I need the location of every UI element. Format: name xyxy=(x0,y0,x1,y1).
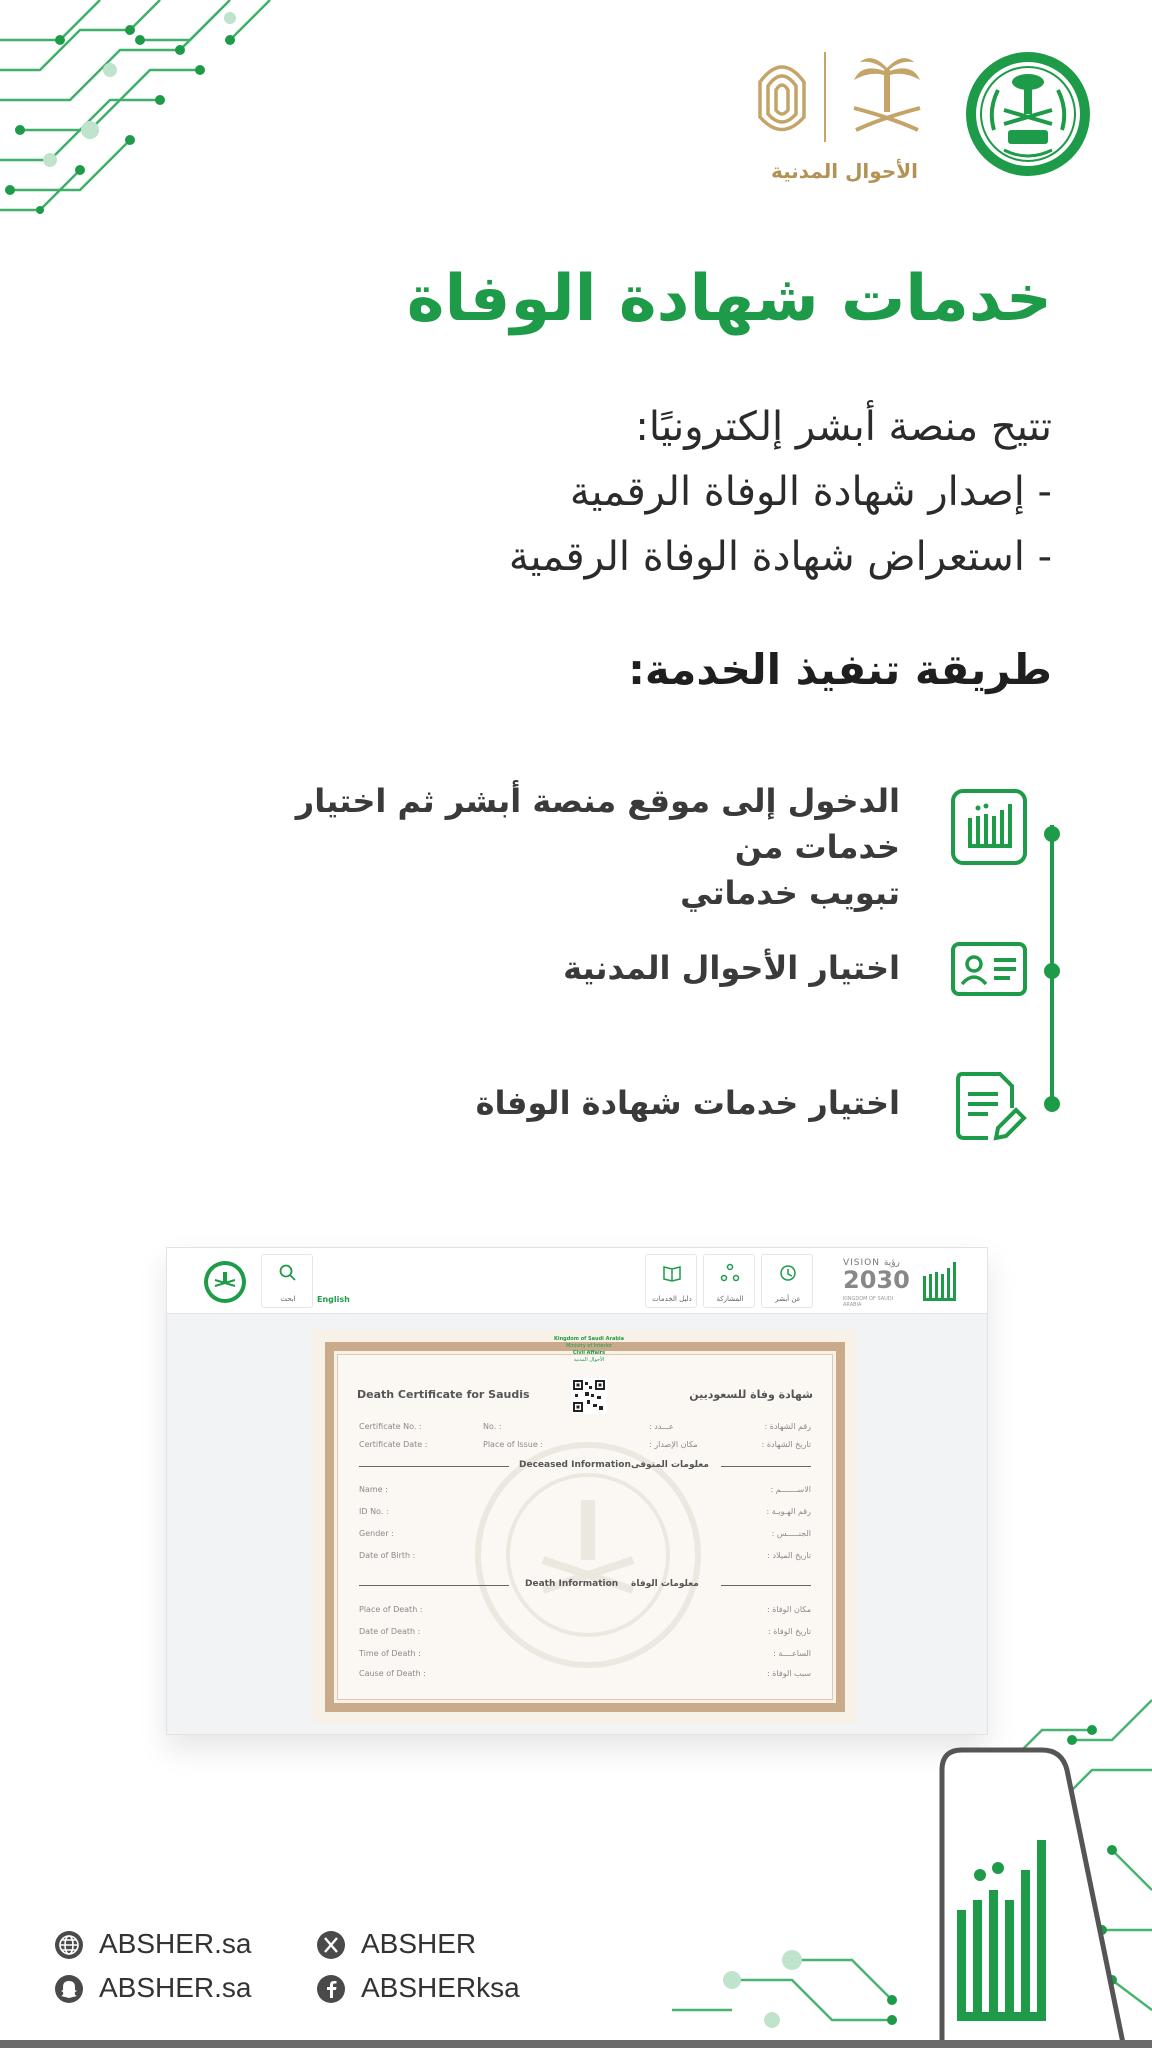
qr-code xyxy=(571,1378,607,1414)
certificate-watermark-emblem xyxy=(473,1440,703,1670)
field-label-en: Certificate No. : xyxy=(359,1422,422,1431)
page-title: خدمات شهادة الوفاة xyxy=(406,262,1052,336)
header-line: Ministry of Interior xyxy=(565,1343,613,1349)
footer-facebook[interactable] xyxy=(316,1972,536,2008)
intro-text xyxy=(152,395,1052,590)
x-icon xyxy=(316,1930,346,1960)
step-text-line: تبويب خدماتي xyxy=(680,874,900,912)
timeline-dot xyxy=(1044,1096,1060,1112)
footer-website[interactable] xyxy=(54,1928,294,1964)
section-rule xyxy=(359,1585,509,1586)
facebook-icon xyxy=(316,1974,346,2004)
vision-year: 2030 xyxy=(843,1266,910,1294)
field-label-ar: الساعــــة : xyxy=(773,1649,811,1658)
certificate-header xyxy=(553,1336,625,1364)
website-tab-participation[interactable] xyxy=(703,1254,755,1308)
tab-label: عن أبشر xyxy=(775,1295,801,1303)
circuit-decoration-top-left xyxy=(0,0,290,230)
certificate-title-ar: شهادة وفاة للسعوديين xyxy=(689,1388,813,1401)
tab-label: المشاركة xyxy=(716,1295,744,1303)
tab-label: دليل الخدمات xyxy=(652,1295,692,1303)
section-title-en: Death Information xyxy=(525,1579,619,1589)
website-tab-services-guide[interactable] xyxy=(645,1254,697,1308)
share-icon xyxy=(720,1263,740,1283)
timeline-dot xyxy=(1044,826,1060,842)
intro-line: تتيح منصة أبشر إلكترونيًا: xyxy=(635,404,1052,450)
field-label-en: ID No. : xyxy=(359,1507,389,1516)
facebook-handle: ABSHERksa xyxy=(361,1972,520,2003)
ministry-logo-small xyxy=(203,1260,247,1304)
ministry-of-interior-logo xyxy=(964,50,1092,178)
footer-x[interactable] xyxy=(316,1928,516,1964)
website-tab-about[interactable] xyxy=(761,1254,813,1308)
fingerprint-icon xyxy=(752,52,812,142)
field-label-ar: تاريخ الوفاة : xyxy=(768,1627,811,1636)
search-label: ابحث xyxy=(280,1295,296,1303)
certificate-title-en: Death Certificate for Saudis xyxy=(357,1388,530,1401)
field-label-en: Cause of Death : xyxy=(359,1669,426,1678)
absher-logo-small xyxy=(919,1260,959,1304)
field-label-ar: الاســـــــم : xyxy=(770,1485,811,1494)
section-header-death xyxy=(359,1579,811,1591)
info-icon xyxy=(778,1263,798,1283)
section-rule xyxy=(721,1585,811,1586)
x-handle: ABSHER xyxy=(361,1928,477,1959)
death-certificate xyxy=(313,1330,857,1724)
vision-2030-logo xyxy=(843,1258,913,1308)
header-line: Kingdom of Saudi Arabia xyxy=(554,1336,624,1342)
palm-swords-icon xyxy=(842,52,932,142)
intro-line: - استعراض شهادة الوفاة الرقمية xyxy=(508,534,1052,580)
field-label-en: Date of Birth : xyxy=(359,1551,416,1560)
section-header-deceased xyxy=(359,1460,811,1472)
field-label-ar: رقم الهـويـة : xyxy=(766,1507,811,1516)
logo-divider xyxy=(824,52,826,142)
field-label-en: Name : xyxy=(359,1485,388,1494)
step-text: اختيار خدمات شهادة الوفاة xyxy=(475,1084,900,1122)
civil-affairs-label: الأحوال المدنية xyxy=(770,159,918,183)
footer-snapchat[interactable] xyxy=(54,1972,294,2008)
section-title-en: Deceased Information xyxy=(519,1460,631,1470)
section-title-ar: معلومات المتوفى xyxy=(631,1460,709,1470)
search-icon xyxy=(278,1263,298,1283)
id-card-icon xyxy=(950,930,1028,1008)
snapchat-icon xyxy=(54,1974,84,2004)
field-label-en: Time of Death : xyxy=(359,1649,421,1658)
field-label-en: Certificate Date : xyxy=(359,1440,428,1449)
field-label-ar: سبب الوفاة : xyxy=(767,1669,811,1678)
timeline-line xyxy=(1050,825,1054,1097)
field-label-ar: مكان الوفاة : xyxy=(766,1605,811,1614)
globe-icon xyxy=(54,1930,84,1960)
how-to-title: طريقة تنفيذ الخدمة: xyxy=(628,645,1052,694)
field-label-ar: عـــدد : xyxy=(649,1422,674,1431)
bottom-bar xyxy=(0,2040,1152,2048)
document-edit-icon xyxy=(950,1068,1028,1146)
civil-affairs-logo xyxy=(752,52,937,183)
step-text: اختيار الأحوال المدنية xyxy=(563,949,900,987)
circuit-decoration-bottom-right xyxy=(672,1680,1152,2048)
field-label-ar: رقم الشهادة : xyxy=(764,1422,811,1431)
absher-icon xyxy=(950,788,1028,866)
absher-website-screenshot xyxy=(166,1247,988,1735)
section-title-ar: معلومات الوفاة xyxy=(631,1579,699,1589)
step-text-line: الدخول إلى موقع منصة أبشر ثم اختيار خدمات من xyxy=(295,782,900,866)
field-label-en: Place of Issue : xyxy=(483,1440,543,1449)
field-label-en: No. : xyxy=(483,1422,502,1431)
english-link[interactable]: English xyxy=(317,1295,350,1304)
field-label-ar: تاريخ الميلاد : xyxy=(767,1551,811,1560)
step-text xyxy=(180,778,900,916)
section-rule xyxy=(721,1466,811,1467)
field-label-ar: تاريخ الشهادة : xyxy=(761,1440,811,1449)
header-line: Civil Affairs xyxy=(572,1350,606,1356)
timeline-dot xyxy=(1044,963,1060,979)
snapchat-handle: ABSHER.sa xyxy=(99,1972,252,2003)
field-label-en: Date of Death : xyxy=(359,1627,421,1636)
website-header xyxy=(167,1248,988,1314)
field-label-ar: مكان الإصدار : xyxy=(649,1440,698,1449)
book-icon xyxy=(662,1263,682,1283)
intro-line: - إصدار شهادة الوفاة الرقمية xyxy=(569,469,1052,515)
field-label-en: Place of Death : xyxy=(359,1605,423,1614)
vision-country: KINGDOM OF SAUDI ARABIA xyxy=(843,1296,894,1308)
website-search-button[interactable] xyxy=(261,1254,313,1308)
header-logos xyxy=(752,50,1092,183)
vision-label: VISION رؤية xyxy=(843,1258,900,1268)
website-handle: ABSHER.sa xyxy=(99,1928,252,1959)
section-rule xyxy=(359,1466,509,1467)
field-label-ar: الجنـــــس : xyxy=(771,1529,811,1538)
field-label-en: Gender : xyxy=(359,1529,394,1538)
header-line: الأحوال المدنية xyxy=(573,1357,605,1363)
